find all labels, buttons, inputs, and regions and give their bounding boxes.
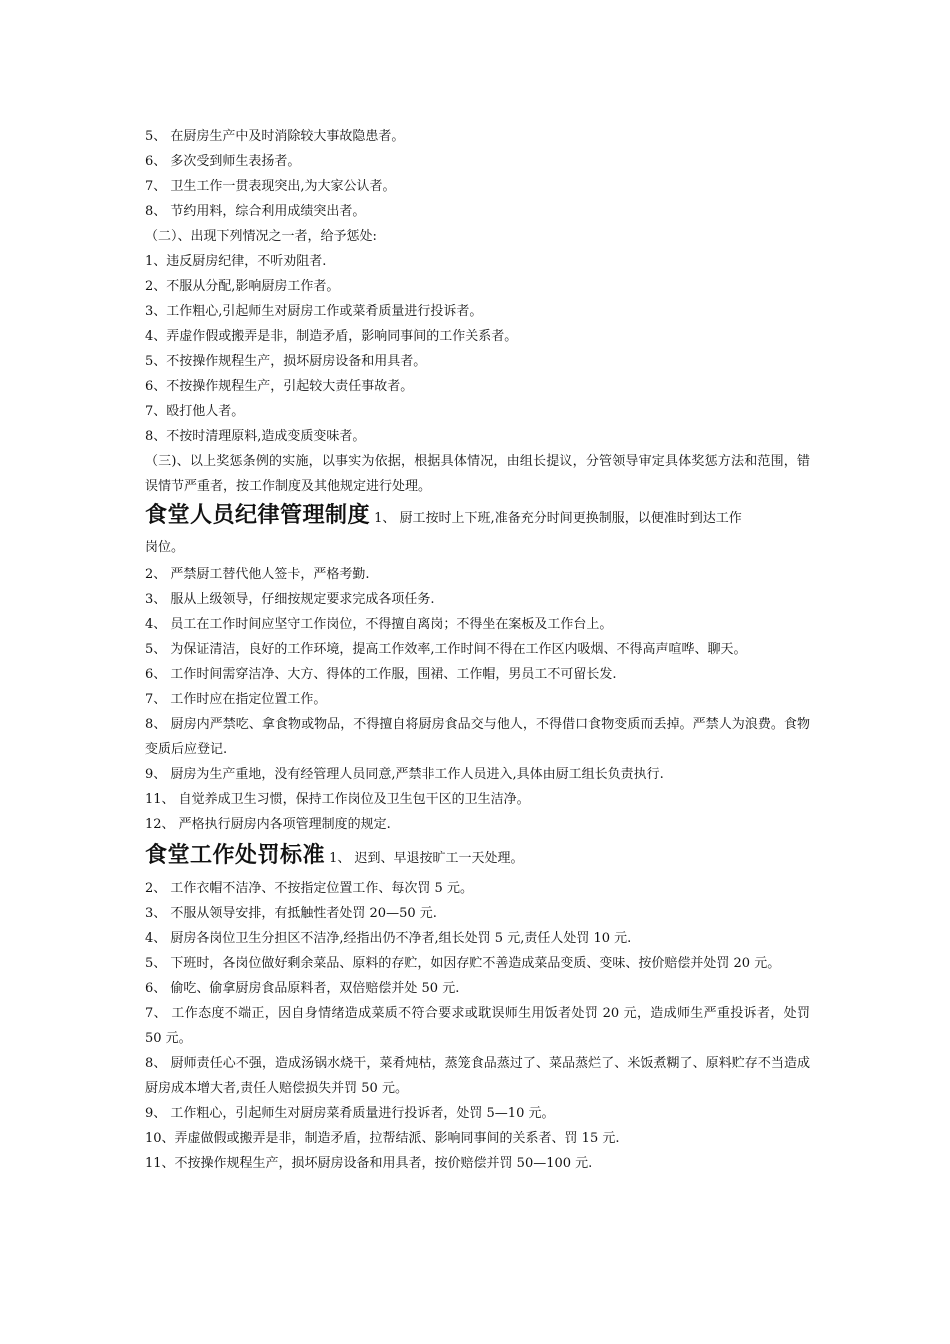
penalty-item-6: 6、不按操作规程生产，引起较大责任事故者。	[145, 379, 414, 394]
discipline-item-8: 8、 厨房内严禁吃、拿食物或物品，不得擅自将厨房食品交与他人，不得借口食物变质而丢掉。严禁人为浪费。食物变质后应登记.	[145, 717, 810, 757]
discipline-item-7: 7、 工作时应在指定位置工作。	[145, 692, 327, 707]
punishment-item-4: 4、 厨房各岗位卫生分担区不洁净,经指出仍不净者,组长处罚 5 元,责任人处罚 10 元.	[145, 931, 632, 946]
discipline-item-11: 11、 自觉养成卫生习惯，保持工作岗位及卫生包干区的卫生洁净。	[145, 792, 530, 807]
punishment-item-10: 10、弄虚做假或搬弄是非，制造矛盾，拉帮结派、影响同事间的关系者、罚 15 元.	[145, 1131, 620, 1146]
discipline-item-1: 1、 厨工按时上下班,准备充分时间更换制服，以便准时到达工作	[374, 511, 742, 526]
discipline-item-1-continued: 岗位。	[145, 540, 185, 555]
implementation-paragraph: （三)、以上奖惩条例的实施，以事实为依据，根据具体情况，由组长提议，分管领导审定具体奖惩方法和范围，错误情节严重者，按工作制度及其他规定进行处理。	[145, 454, 810, 494]
punishment-item-8: 8、 厨师责任心不强，造成汤锅水烧干，菜肴炖枯，蒸笼食品蒸过了、菜品蒸烂了、米饭煮糊了、原料贮存不当造成厨房成本增大者,责任人赔偿损失并罚 50 元。	[145, 1056, 810, 1096]
discipline-item-12: 12、 严格执行厨房内各项管理制度的规定.	[145, 817, 391, 832]
punishment-section	[145, 841, 810, 874]
punishment-item-6: 6、 偷吃、偷拿厨房食品原料者，双倍赔偿并处 50 元.	[145, 981, 460, 996]
discipline-item-3: 3、 服从上级领导，仔细按规定要求完成各项任务.	[145, 592, 435, 607]
discipline-item-6: 6、 工作时间需穿洁净、大方、得体的工作服，围裙、工作帽，男员工不可留长发.	[145, 667, 617, 682]
penalty-intro: （二）、出现下列情况之一者，给予惩处:	[145, 229, 377, 244]
punishment-item-9: 9、 工作粗心，引起师生对厨房菜肴质量进行投诉者，处罚 5—10 元。	[145, 1106, 555, 1121]
discipline-list	[145, 562, 810, 837]
penalty-item-8: 8、不按时清理原料,造成变质变味者。	[145, 429, 366, 444]
discipline-item-9: 9、 厨房为生产重地，没有经管理人员同意,严禁非工作人员进入,具体由厨工组长负责执行.	[145, 767, 664, 782]
penalty-item-5: 5、不按操作规程生产，损坏厨房设备和用具者。	[145, 354, 427, 369]
document-page	[145, 124, 810, 1176]
discipline-item-4: 4、 员工在工作时间应坚守工作岗位，不得擅自离岗；不得坐在案板及工作台上。	[145, 617, 613, 632]
reward-item-5: 5、 在厨房生产中及时消除较大事故隐患者。	[145, 129, 405, 144]
punishment-item-1: 1、 迟到、早退按旷工一天处理。	[329, 851, 524, 866]
punishment-list	[145, 876, 810, 1176]
punishment-item-3: 3、 不服从领导安排，有抵触性者处罚 20—50 元.	[145, 906, 437, 921]
punishment-item-2: 2、 工作衣帽不洁净、不按指定位置工作、每次罚 5 元。	[145, 881, 473, 896]
discipline-item-2: 2、 严禁厨工替代他人签卡，严格考勤.	[145, 567, 370, 582]
punishment-item-7: 7、 工作态度不端正，因自身情绪造成菜质不符合要求或耽误师生用饭者处罚 20 元，造成师生严重投诉者，处罚 50 元。	[145, 1006, 810, 1046]
punishment-title: 食堂工作处罚标准	[145, 843, 326, 868]
punishment-item-5: 5、 下班时，各岗位做好剩余菜品、原料的存贮，如因存贮不善造成菜品变质、变味、按价赔偿并处罚 20 元。	[145, 956, 781, 971]
reward-item-7: 7、 卫生工作一贯表现突出,为大家公认者。	[145, 179, 396, 194]
reward-item-6: 6、 多次受到师生表扬者。	[145, 154, 301, 169]
discipline-item-5: 5、 为保证清洁，良好的工作环境，提高工作效率,工作时间不得在工作区内吸烟、不得高声喧哗、聊天。	[145, 642, 747, 657]
penalty-item-2: 2、不服从分配,影响厨房工作者。	[145, 279, 340, 294]
penalty-item-4: 4、弄虚作假或搬弄是非，制造矛盾，影响同事间的工作关系者。	[145, 329, 518, 344]
penalty-item-7: 7、殴打他人者。	[145, 404, 245, 419]
reward-item-8: 8、 节约用料，综合利用成绩突出者。	[145, 204, 366, 219]
discipline-title: 食堂人员纪律管理制度	[145, 503, 371, 528]
penalty-item-1: 1、违反厨房纪律，不听劝阻者.	[145, 254, 327, 269]
rewards-list	[145, 124, 810, 224]
discipline-section	[145, 501, 810, 562]
punishment-item-11: 11、不按操作规程生产，损坏厨房设备和用具者，按价赔偿并罚 50—100 元.	[145, 1156, 593, 1171]
penalty-item-3: 3、工作粗心,引起师生对厨房工作或菜肴质量进行投诉者。	[145, 304, 483, 319]
penalties-list	[145, 249, 810, 449]
